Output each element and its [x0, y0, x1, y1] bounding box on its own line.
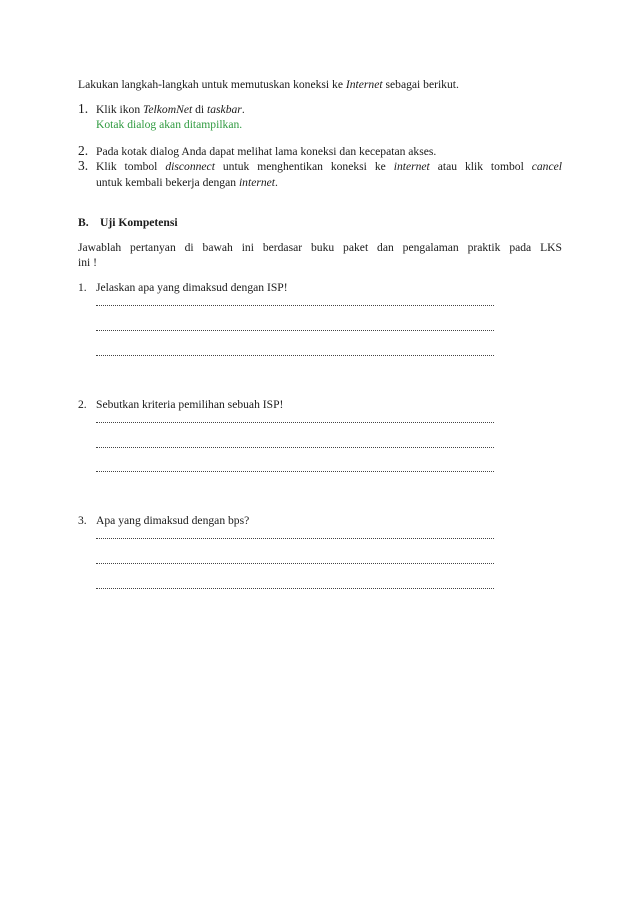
answer-line[interactable] [96, 588, 494, 589]
step-3-text-pre: Klik tombol [96, 160, 166, 173]
answer-line[interactable] [96, 305, 494, 306]
step-3-emphasis-1: disconnect [165, 160, 215, 173]
step-1-text-end: . [241, 103, 245, 116]
answer-line[interactable] [96, 422, 494, 423]
step-3-line-2-emphasis: internet [238, 176, 276, 189]
step-3-text-line-2 [96, 176, 278, 190]
question-2-text: Sebutkan kriteria pemilihan sebuah ISP! [96, 398, 284, 411]
intro-text-end: sebagai berikut. [382, 78, 459, 91]
step-3-text-mid-2: atau klik tombol [429, 160, 532, 173]
question-3-number: 3. [78, 514, 87, 527]
answer-line[interactable] [96, 447, 494, 448]
step-1-text-pre: Klik ikon [96, 103, 144, 116]
intro-paragraph [78, 78, 459, 92]
step-3-emphasis-2: internet [393, 160, 430, 173]
step-2-number: 2. [78, 143, 89, 158]
step-3-line-2-end: . [275, 176, 278, 189]
answer-line[interactable] [96, 471, 494, 472]
answer-line[interactable] [96, 563, 494, 564]
instruction-line-2: ini ! [78, 256, 97, 269]
step-1-emphasis-2: taskbar [207, 103, 242, 116]
instruction-line-1: Jawablah pertanyan di bawah ini berdasar buku paket dan pengalaman praktik pada LKS [78, 241, 562, 254]
question-2-number: 2. [78, 398, 87, 411]
step-1-number: 1. [78, 101, 89, 116]
answer-line[interactable] [96, 355, 494, 356]
step-1-text [96, 103, 245, 117]
step-3-emphasis-3: cancel [531, 160, 562, 173]
step-2-text: Pada kotak dialog Anda dapat melihat lama koneksi dan kecepatan akses. [96, 145, 437, 158]
intro-emphasis: Internet [345, 78, 383, 91]
section-letter: B. [78, 216, 89, 229]
step-3-number: 3. [78, 158, 89, 173]
intro-text: Lakukan langkah-langkah untuk memutuskan koneksi ke [78, 78, 346, 91]
question-1-text: Jelaskan apa yang dimaksud dengan ISP! [96, 281, 288, 294]
step-3-text-line-1 [96, 160, 562, 174]
step-3-line-2-pre: untuk kembali bekerja dengan [96, 176, 239, 189]
section-title: Uji Kompetensi [100, 216, 178, 229]
step-1-emphasis-1: TelkomNet [143, 103, 193, 116]
step-1-note: Kotak dialog akan ditampilkan. [96, 118, 243, 131]
step-3-text-mid: untuk menghentikan koneksi ke [214, 160, 394, 173]
answer-line[interactable] [96, 330, 494, 331]
question-3-text: Apa yang dimaksud dengan bps? [96, 514, 250, 527]
answer-line[interactable] [96, 538, 494, 539]
question-1-number: 1. [78, 281, 87, 294]
step-1-text-mid: di [192, 103, 208, 116]
